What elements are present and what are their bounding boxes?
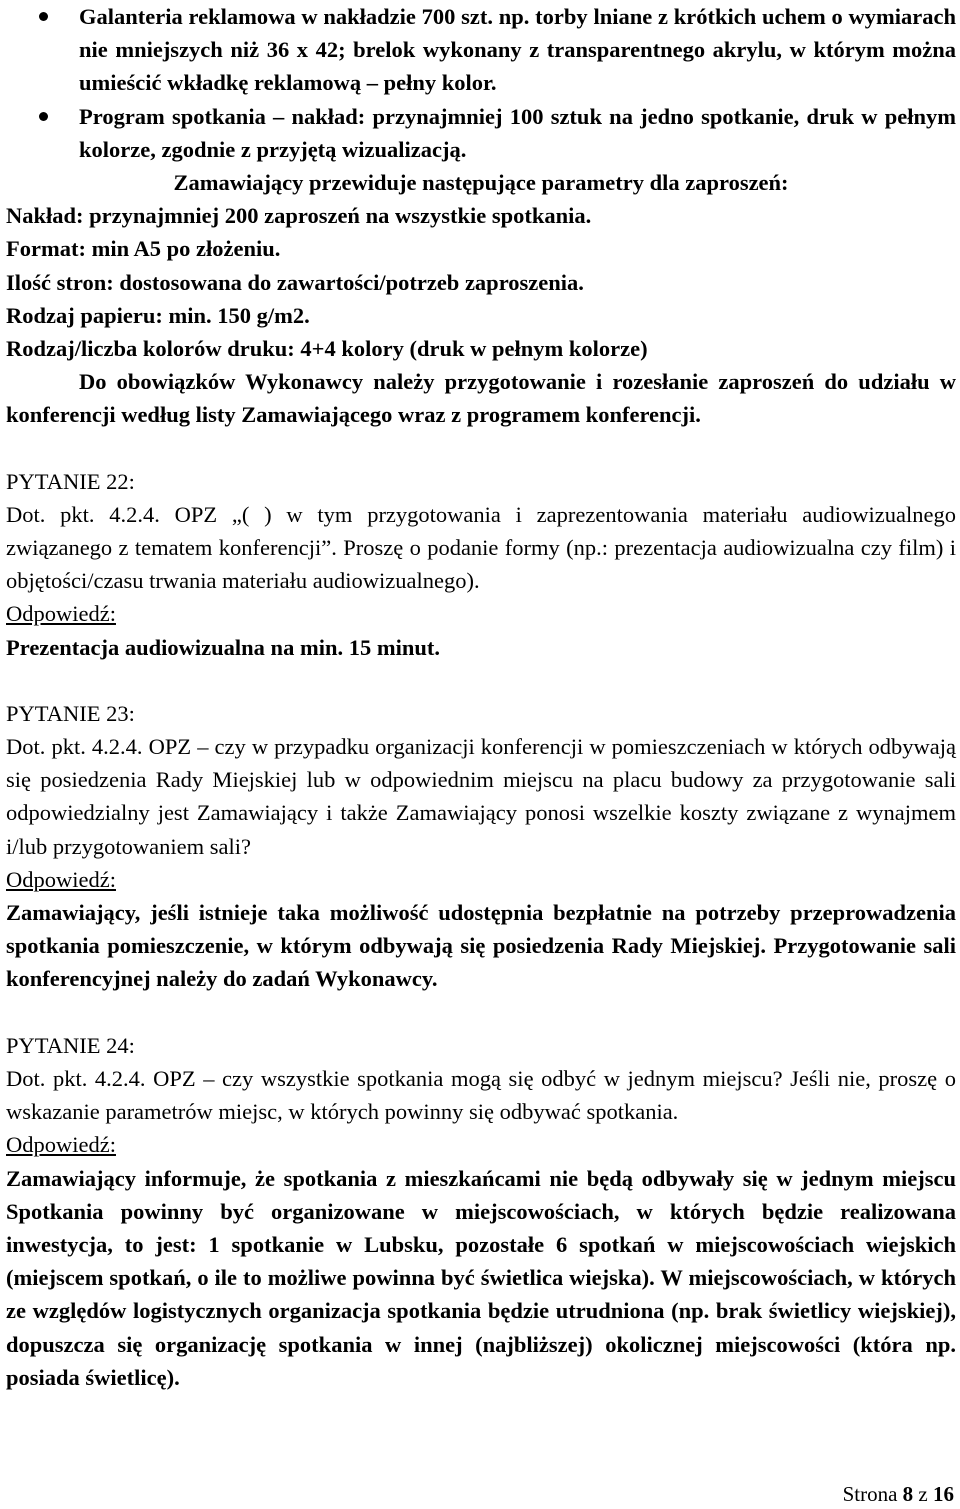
question-title: PYTANIE 24:	[6, 1032, 135, 1058]
answer-label: Odpowiedź:	[6, 866, 116, 892]
answer-text: Zamawiający informuje, że spotkania z mieszkańcami nie będą odbywały się w jednym miejscu Spotkania powinny być organizowane w miejscowościach, w których będzie realizowana inwestycja, to jest: 1 spotkanie w Lubsku, pozostałe 6 spotkań w miejscowościach wiejskich (miejscem spotkań, o ile to możliwe powinna być świetlica wiejska). W miejscowościach, w których ze względów logistycznych organizacja spotkania będzie utrudniona (np. brak świetlicy wiejskiej), dopuszcza się organizację spotkania w innej (najbliższej) okolicznej miejscowości (która np. posiada świetlicę).	[6, 1165, 956, 1390]
bullet-icon	[39, 12, 48, 21]
footer-page-total: 16	[933, 1482, 954, 1506]
footer-prefix: Strona	[842, 1482, 898, 1506]
param-line: Nakład: przynajmniej 200 zaproszeń na wszystkie spotkania.	[6, 203, 592, 229]
answer-text: Prezentacja audiowizualna na min. 15 minut.	[6, 634, 440, 660]
param-line: Format: min A5 po złożeniu.	[6, 236, 281, 262]
param-line: Rodzaj papieru: min. 150 g/m2.	[6, 302, 310, 328]
question-title: PYTANIE 23:	[6, 700, 135, 726]
document-page	[6, 0, 956, 1394]
list-item	[6, 0, 956, 100]
param-line: Ilość stron: dostosowana do zawartości/potrzeb zaproszenia.	[6, 269, 584, 295]
question-text: Dot. pkt. 4.2.4. OPZ „( ) w tym przygotowania i zaprezentowania materiału audiowizualnego związanego z tematem konferencji”. Proszę o podanie formy (np.: prezentacja audiowizualna czy film) i objętości/czasu trwania materiału audiowizualnego).	[6, 501, 956, 594]
duties-paragraph: Do obowiązków Wykonawcy należy przygotowanie i rozesłanie zaproszeń do udziału w konferencji według listy Zamawiającego wraz z programem konferencji.	[6, 369, 956, 428]
bullet-list	[6, 0, 956, 166]
bullet-text: Galanteria reklamowa w nakładzie 700 szt. np. torby lniane z krótkich uchem o wymiarach nie mniejszych niż 36 x 42; brelok wykonany z transparentnego akrylu, w którym można umieścić wkładkę reklamową – pełny kolor.	[79, 4, 956, 96]
param-line: Rodzaj/liczba kolorów druku: 4+4 kolory (druk w pełnym kolorze)	[6, 336, 648, 362]
answer-label: Odpowiedź:	[6, 1132, 116, 1158]
bullet-text: Program spotkania – nakład: przynajmniej 100 sztuk na jedno spotkanie, druk w pełnym kolorze, zgodnie z przyjętą wizualizacją.	[79, 103, 956, 162]
question-title: PYTANIE 22:	[6, 468, 135, 494]
answer-label: Odpowiedź:	[6, 601, 116, 627]
page-footer	[843, 1481, 954, 1507]
params-intro: Zamawiający przewiduje następujące parametry dla zaproszeń:	[173, 170, 789, 196]
footer-separator: z	[918, 1482, 928, 1506]
question-text: Dot. pkt. 4.2.4. OPZ – czy wszystkie spotkania mogą się odbyć w jednym miejscu? Jeśli nie, proszę o wskazanie parametrów miejsc, w których powinny się odbywać spotkania.	[6, 1065, 956, 1125]
question-text: Dot. pkt. 4.2.4. OPZ – czy w przypadku organizacji konferencji w pomieszczeniach w których odbywają się posiedzenia Rady Miejskiej lub w odpowiednim miejscu na placu budowy za przygotowanie sali odpowiedzialny jest Zamawiający i także Zamawiający ponosi wszelkie koszty związane z wynajmem i/lub przygotowaniem sali?	[6, 734, 956, 859]
list-item	[6, 100, 956, 166]
bullet-icon	[39, 112, 48, 121]
answer-text: Zamawiający, jeśli istnieje taka możliwość udostępnia bezpłatnie na potrzeby przeprowadzenia spotkania pomieszczenie, w którym odbywają się posiedzenia Rady Miejskiej. Przygotowanie sali konferencyjnej należy do zadań Wykonawcy.	[6, 900, 956, 992]
footer-page-number: 8	[902, 1482, 914, 1506]
